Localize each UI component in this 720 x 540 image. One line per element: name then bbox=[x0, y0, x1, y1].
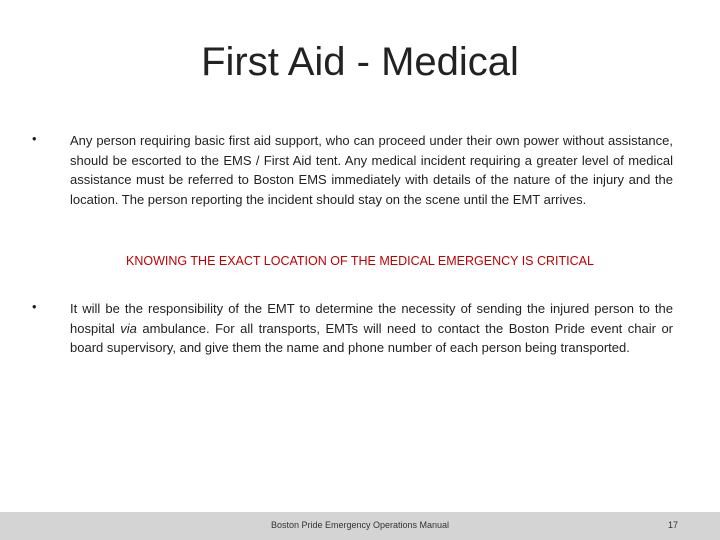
page-number: 17 bbox=[667, 520, 678, 530]
bullet-text bbox=[70, 131, 673, 209]
bullet-item bbox=[32, 131, 677, 227]
bullet-text-italic: via bbox=[120, 320, 137, 336]
critical-notice: KNOWING THE EXACT LOCATION OF THE MEDICAL EMERGENCY IS CRITICAL bbox=[126, 254, 594, 268]
bullet-text-part: ambulance. For all transports, EMTs will need to contact the Boston Pride event chair or board supervisory, and give them the name and phone number of each person being transported. bbox=[70, 320, 673, 355]
bullet-icon: • bbox=[32, 131, 37, 146]
footer-bar bbox=[0, 512, 720, 540]
bullet-text bbox=[70, 299, 673, 358]
bullet-text-part: Any person requiring basic first aid support, who can proceed under their own power without assistance, should be escorted to the EMS / First Aid tent. Any medical incident requiring a greater level of medical assistance must be referred to Boston EMS immediately with details of the nature of the injury and the location. The person reporting the incident should stay on the scene until the EMT arrives. bbox=[70, 133, 673, 207]
bullet-text-part: It will be the responsibility of the EMT to determine the necessity of sending the injured person to the hospital bbox=[70, 301, 673, 336]
bullet-item bbox=[32, 299, 677, 377]
slide-title: First Aid - Medical bbox=[201, 40, 519, 84]
bullet-icon: • bbox=[32, 299, 37, 314]
footer-title: Boston Pride Emergency Operations Manual bbox=[270, 520, 450, 530]
